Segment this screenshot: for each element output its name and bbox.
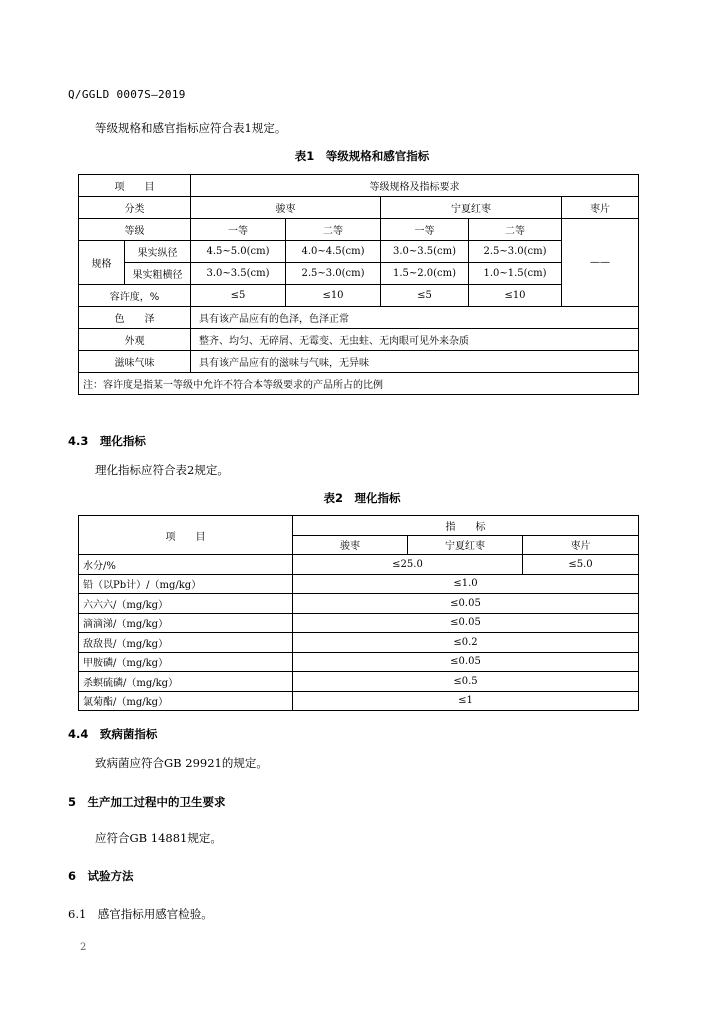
color-label: 色 泽	[79, 307, 191, 329]
row-value: ≤1.0	[293, 574, 639, 594]
table-row	[79, 691, 639, 711]
appearance-label: 外观	[79, 329, 191, 351]
row-value: ≤0.5	[293, 672, 639, 692]
table-cell: ≤5	[381, 285, 469, 307]
table-cell: 4.5~5.0(cm)	[191, 241, 286, 263]
section-4-4-text: 致病菌应符合GB 29921的规定。	[95, 756, 268, 770]
category-ningxia: 宁夏红枣	[381, 197, 562, 219]
appearance-value: 整齐、均匀、无碎屑、无霉变、无虫蛀、无肉眼可见外来杂质	[191, 329, 639, 351]
section-4-4-heading: 4.4 致病菌指标	[68, 727, 158, 741]
grade-cell: 二等	[469, 219, 562, 241]
row-label: 氯菊酯/（mg/kg）	[79, 691, 293, 711]
grade-cell: 二等	[286, 219, 381, 241]
table-cell: ≤5	[191, 285, 286, 307]
table1-item-header: 项 目	[79, 175, 191, 197]
section-6-heading: 6 试验方法	[68, 869, 134, 883]
category-label: 分类	[79, 197, 191, 219]
transverse-label: 果实粗横径	[125, 263, 191, 285]
table-row	[79, 555, 639, 575]
table2-col-junzao: 骏枣	[293, 535, 408, 555]
table-cell: ≤10	[469, 285, 562, 307]
row-label: 敌敌畏/（mg/kg）	[79, 633, 293, 653]
table1	[78, 174, 639, 395]
row-label: 铅（以Pb计）/（mg/kg）	[79, 574, 293, 594]
table-cell: 3.0~3.5(cm)	[191, 263, 286, 285]
table1-caption: 表1 等级规格和感官指标	[294, 149, 430, 163]
grade-cell: 一等	[381, 219, 469, 241]
table2-col-zaopian: 枣片	[523, 535, 639, 555]
table-cell: ≤10	[286, 285, 381, 307]
table1-note: 注：容许度是指某一等级中允许不符合本等级要求的产品所占的比例	[79, 373, 639, 395]
table-cell: 2.5~3.0(cm)	[286, 263, 381, 285]
row-label: 六六六/（mg/kg）	[79, 594, 293, 614]
row-value: ≤0.05	[293, 613, 639, 633]
category-zaopian: 枣片	[562, 197, 639, 219]
row-value: ≤0.2	[293, 633, 639, 653]
row-value: ≤1	[293, 691, 639, 711]
table2-col-ningxia: 宁夏红枣	[408, 535, 523, 555]
table1-row-tolerance	[79, 285, 639, 307]
row-label: 杀螟硫磷/（mg/kg）	[79, 672, 293, 692]
row-value: ≤0.05	[293, 594, 639, 614]
table2	[78, 515, 639, 711]
table-cell: 2.5~3.0(cm)	[469, 241, 562, 263]
grade-cell: 一等	[191, 219, 286, 241]
grade-label: 等级	[79, 219, 191, 241]
table2-caption: 表2 理化指标	[323, 491, 401, 505]
longitudinal-label: 果实纵径	[125, 241, 191, 263]
row-label: 滴滴涕/（mg/kg）	[79, 613, 293, 633]
table1-header-row	[79, 175, 639, 197]
taste-value: 具有该产品应有的滋味与气味，无异味	[191, 351, 639, 373]
table-row	[79, 574, 639, 594]
table1-row-transverse	[79, 263, 639, 285]
category-junzao: 骏枣	[191, 197, 381, 219]
table-cell: 1.5~2.0(cm)	[381, 263, 469, 285]
table1-row-longitudinal	[79, 241, 639, 263]
table1-row-color	[79, 307, 639, 329]
row-label: 水分/%	[79, 555, 293, 575]
table-row	[79, 594, 639, 614]
document-header: Q/GGLD 0007S—2019	[68, 88, 186, 101]
table2-index-header: 指 标	[293, 516, 639, 536]
row-value: ≤25.0	[293, 555, 523, 575]
table-row	[79, 613, 639, 633]
table-cell: 4.0~4.5(cm)	[286, 241, 381, 263]
section-5-heading: 5 生产加工过程中的卫生要求	[68, 795, 226, 809]
section-6-1-text: 6.1 感官指标用感官检验。	[68, 907, 213, 921]
table1-requirement-header: 等级规格及指标要求	[191, 175, 639, 197]
tolerance-label: 容许度，%	[79, 285, 191, 307]
row-label: 甲胺磷/（mg/kg）	[79, 652, 293, 672]
page-number: 2	[80, 942, 87, 953]
table2-header-row	[79, 516, 639, 536]
table1-row-appearance	[79, 329, 639, 351]
table-row	[79, 633, 639, 653]
row-value: ≤0.05	[293, 652, 639, 672]
table1-row-note	[79, 373, 639, 395]
section-4-3-text: 理化指标应符合表2规定。	[95, 463, 229, 477]
table-row	[79, 672, 639, 692]
zaopian-dash: ——	[562, 219, 639, 307]
spec-label: 规格	[79, 241, 125, 285]
table-cell: 3.0~3.5(cm)	[381, 241, 469, 263]
table-cell: 1.0~1.5(cm)	[469, 263, 562, 285]
section-4-3-heading: 4.3 理化指标	[68, 434, 146, 448]
taste-label: 滋味气味	[79, 351, 191, 373]
table2-item-header: 项 目	[79, 516, 293, 555]
row-value: ≤5.0	[523, 555, 639, 575]
section-5-text: 应符合GB 14881规定。	[95, 831, 222, 845]
table-row	[79, 652, 639, 672]
color-value: 具有该产品应有的色泽，色泽正常	[191, 307, 639, 329]
table1-row-grade	[79, 219, 639, 241]
table1-row-category	[79, 197, 639, 219]
table1-row-taste	[79, 351, 639, 373]
intro-paragraph: 等级规格和感官指标应符合表1规定。	[95, 121, 287, 135]
